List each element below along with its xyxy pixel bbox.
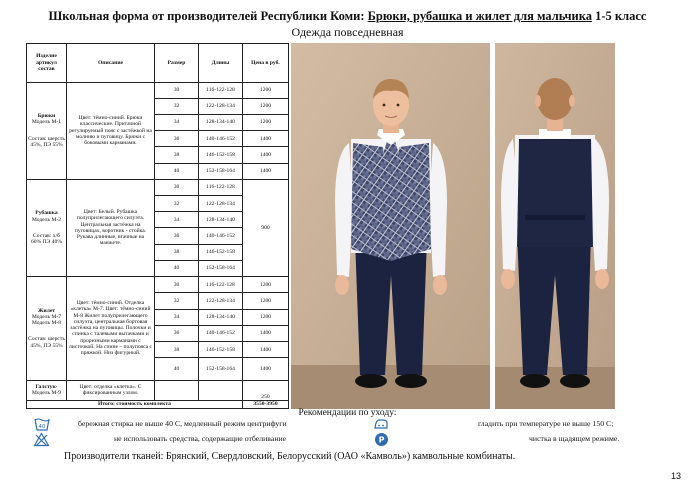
price-shirt: 900	[243, 179, 289, 276]
care-dry-clean-text: чистка в щадящем режиме.	[529, 434, 620, 443]
description-tie: Цвет: отделка «клетка». С фиксированным узлом.	[67, 380, 155, 400]
table-row: 36 140-146-152 1400	[27, 325, 289, 341]
dry-clean-icon	[374, 432, 389, 452]
table-row: 38 146-152-158	[27, 244, 289, 260]
product-cell-shirt: Рубашка Модель М-2 Состав: х/б 60% ПЭ 40%	[27, 179, 67, 276]
table-row: 34 128-134-140 1200	[27, 114, 289, 130]
total-value: 3550-3950	[243, 400, 289, 408]
care-wash-text: бережная стирка не выше 40 С, медленный режим центрифуги	[78, 419, 287, 428]
photo-front	[291, 43, 490, 409]
price-tie: 250	[243, 380, 289, 400]
header-price: Цена в руб.	[243, 44, 289, 83]
table-row: Жилет Модель М-7 Модель М-8 Состав: шерсть 45%, ПЭ 55% Цвет: тёмно-синий. Отделка «клетка» М-7. Цвет: тёмно-синий М-8 Жилет полуприлегающего силуэта, центральная бортовая застёжка на пуговицы. Полочки и спинка с талевыми вытачками и прорезными карманами с листочкой. На спине – полупояса с пряжкой. Низ фигурный. 30 116-122-128 1200	[27, 277, 289, 293]
product-cell-trousers: Брюки Модель М-1 Состав: шерсть 45%, ПЭ 55%	[27, 82, 67, 179]
title-underlined: Брюки, рубашка и жилет для мальчика	[367, 9, 592, 23]
page-subtitle: Одежда повседневная	[291, 25, 404, 39]
description-shirt: Цвет: Белый. Рубашка полуприлегающего силуэта. Центральная застёжка на пуговицах, воротник - стойка. Рукава длинные, втачные на манжете.	[67, 179, 155, 276]
header-product: Изделие артикул состав	[27, 44, 67, 83]
table-row: 34 128-134-140	[27, 212, 289, 228]
product-cell-vest: Жилет Модель М-7 Модель М-8 Состав: шерсть 45%, ПЭ 55%	[27, 277, 67, 380]
header-size: Размер	[155, 44, 199, 83]
header-length: Длины	[199, 44, 243, 83]
table-row: 36 140-146-152	[27, 228, 289, 244]
table-row: 32 122-128-134 1200	[27, 98, 289, 114]
photo-back	[495, 43, 615, 409]
product-cell-tie: Галстук- Модель М-9	[27, 380, 67, 400]
fabric-producers: Производители тканей: Брянский, Свердловский, Белорусский (ОАО «Камволь») камвольные комбинаты.	[64, 451, 516, 462]
product-spec-table	[26, 43, 289, 409]
wash-temp-label: 40	[38, 424, 46, 430]
table-row: 32 122-128-134	[27, 196, 289, 212]
table-row: 40 152-158-164 1400	[27, 358, 289, 380]
table-row: 32 122-128-134 1200	[27, 293, 289, 309]
table-row: Брюки Модель М-1 Состав: шерсть 45%, ПЭ 55% Цвет: тёмно-синий. Брюки классические. Притачной регулируемый пояс с застёжкой на молнию и пуговицу. Брюки с боковыми карманами. 30 116-122-128 1200	[27, 82, 289, 98]
dry-clean-letter: P	[378, 435, 385, 445]
table-row: 38 146-152-158 1400	[27, 342, 289, 358]
boy-back-illustration	[495, 43, 615, 409]
table-row: 40 152-158-164	[27, 260, 289, 276]
table-row: 38 146-152-158 1400	[27, 147, 289, 163]
page-title: Школьная форма от производителей Республики Коми: Брюки, рубашка и жилет для мальчика 1-5 класс	[48, 9, 647, 23]
table-row: 36 140-146-152 1400	[27, 131, 289, 147]
care-bleach-text: не использовать средства, содержащие отбеливание	[114, 434, 287, 443]
description-trousers: Цвет: тёмно-синий. Брюки классические. Притачной регулируемый пояс с застёжкой на молнию и пуговицу. Брюки с боковыми карманами.	[67, 82, 155, 179]
boy-front-illustration	[291, 43, 490, 409]
table-row: 34 128-134-140 1200	[27, 309, 289, 325]
table-header-row	[27, 44, 289, 83]
no-bleach-icon	[33, 432, 50, 452]
table-row: Рубашка Модель М-2 Состав: х/б 60% ПЭ 40% Цвет: Белый. Рубашка полуприлегающего силуэта. Центральная застёжка на пуговицах, воротник - стойка. Рукава длинные, втачные на манжете. 30 116-122-128 900	[27, 179, 289, 195]
description-vest: Цвет: тёмно-синий. Отделка «клетка» М-7. Цвет: тёмно-синий М-8 Жилет полуприлегающего силуэта, центральная бортовая застёжка на пуговицы. Полочки и спинка с талевыми вытачками и прорезными карманами с листочкой. На спине – полупояса с пряжкой. Низ фигурный.	[67, 277, 155, 380]
table-row: 40 152-158-164 1400	[27, 163, 289, 179]
care-iron-text: гладить при температуре не выше 150 С;	[478, 419, 614, 428]
table-row	[27, 380, 289, 400]
header-description: Описание	[67, 44, 155, 83]
care-heading: Рекомендации по уходу:	[298, 408, 397, 418]
page-number: 13	[671, 471, 682, 481]
total-label: Итого: стоимость комплекта	[27, 400, 243, 408]
